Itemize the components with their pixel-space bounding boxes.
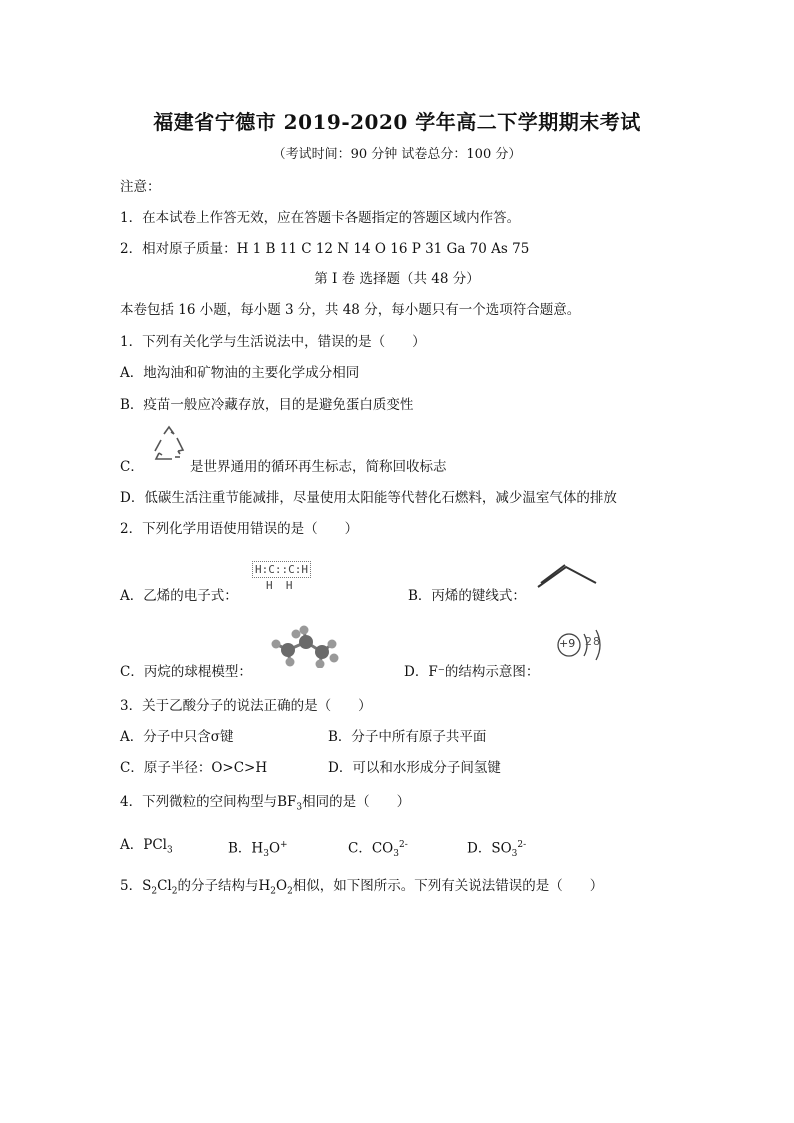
q2-option-b: B．丙烯的键线式： [408,588,526,604]
q4-b-subscript: 3 [263,849,269,860]
q3-option-b: B．分子中所有原子共平面 [328,729,487,745]
q1-option-a: A．地沟油和矿物油的主要化学成分相同 [120,365,360,381]
q2-stem: 2．下列化学用语使用错误的是（ ） [120,521,359,537]
q5-sub-3: 2 [270,886,276,897]
note-1: 1．在本试卷上作答无效，应在答题卡各题指定的答题区域内作答。 [120,210,521,226]
q4-b-superscript: + [280,840,288,850]
q3-option-d: D．可以和水形成分子间氢键 [328,760,501,776]
section-description: 本卷包括 16 小题，每小题 3 分，共 48 分，每小题只有一个选项符合题意。 [120,302,581,318]
q5-text-1: 5．S [120,878,152,894]
q5-text-3: 的分子结构与H [177,878,271,894]
propane-ball-stick-model [268,624,340,668]
q5-text-5: 相似，如下图所示。下列有关说法错误的是（ ） [292,878,604,894]
notice-label: 注意： [120,179,161,195]
recycle-symbol-icon [150,424,188,466]
q2-option-a: A．乙烯的电子式： [120,588,238,604]
q4-stem-subscript: 3 [296,802,303,813]
q4-c-text: C．CO [348,840,394,857]
q4-option-c [348,836,408,863]
q1-option-c-label: C． [120,459,144,475]
exam-subtitle: （考试时间：90 分钟 试卷总分：100 分） [272,147,522,162]
q4-option-b [228,836,288,863]
electron-formula-bottom: H H [266,579,293,592]
q5-text-4: O [275,878,288,894]
q2-option-c: C．丙烷的球棍模型： [120,664,252,680]
q4-option-a [120,836,173,860]
q3-stem: 3．关于乙酸分子的说法正确的是（ ） [120,698,372,714]
q5-text-2: Cl [157,878,172,894]
q4-b-text: B．H [228,840,264,857]
electron-formula-top: H:C::C:H [252,561,311,578]
q4-a-subscript: 3 [166,845,173,856]
propene-skeletal-formula [536,563,600,589]
q4-stem-text-end: 相同的是（ ） [302,794,411,810]
q1-stem: 1．下列有关化学与生活说法中，错误的是（ ） [120,334,426,350]
q4-b-text-mid: O [268,840,281,857]
fluoride-structure-diagram [556,628,608,664]
q1-option-b: B．疫苗一般应冷藏存放，目的是避免蛋白质变性 [120,397,414,413]
section-title: 第 I 卷 选择题（共 48 分） [314,271,480,287]
q4-stem [120,793,410,817]
q1-option-d: D．低碳生活注重节能减排，尽量使用太阳能等代替化石燃料，减少温室气体的排放 [120,490,617,506]
q5-sub-2: 2 [171,886,178,897]
q5-sub-4: 2 [287,886,293,897]
exam-title: 福建省宁德市 2019-2020 学年高二下学期期末考试 [153,110,641,134]
q5-sub-1: 2 [151,886,158,897]
shell-2-count: 8 [593,635,600,648]
q5-stem [120,877,603,901]
q3-option-a: A．分子中只含σ键 [120,729,234,745]
q4-option-d [467,836,526,863]
nucleus-charge: +9 [559,637,576,650]
q4-c-subscript: 3 [393,849,399,860]
note-2: 2．相对原子质量：H 1 B 11 C 12 N 14 O 16 P 31 Ga 70 As 75 [120,241,530,257]
q4-stem-text: 4．下列微粒的空间构型与BF [120,794,297,810]
q1-option-c-text: 是世界通用的循环再生标志，简称回收标志 [190,459,447,475]
ethylene-electron-formula [252,561,311,593]
q4-c-superscript: 2- [398,840,408,850]
q4-d-superscript: 2- [517,840,527,850]
q4-d-subscript: 3 [511,849,518,860]
q4-d-text: D．SO [467,840,512,857]
q2-option-d: D．F⁻的结构示意图： [404,664,540,680]
shell-1-count: 2 [585,635,592,648]
q4-a-text: A．PCl [120,837,167,853]
q3-option-c: C．原子半径：O>C>H [120,760,268,776]
